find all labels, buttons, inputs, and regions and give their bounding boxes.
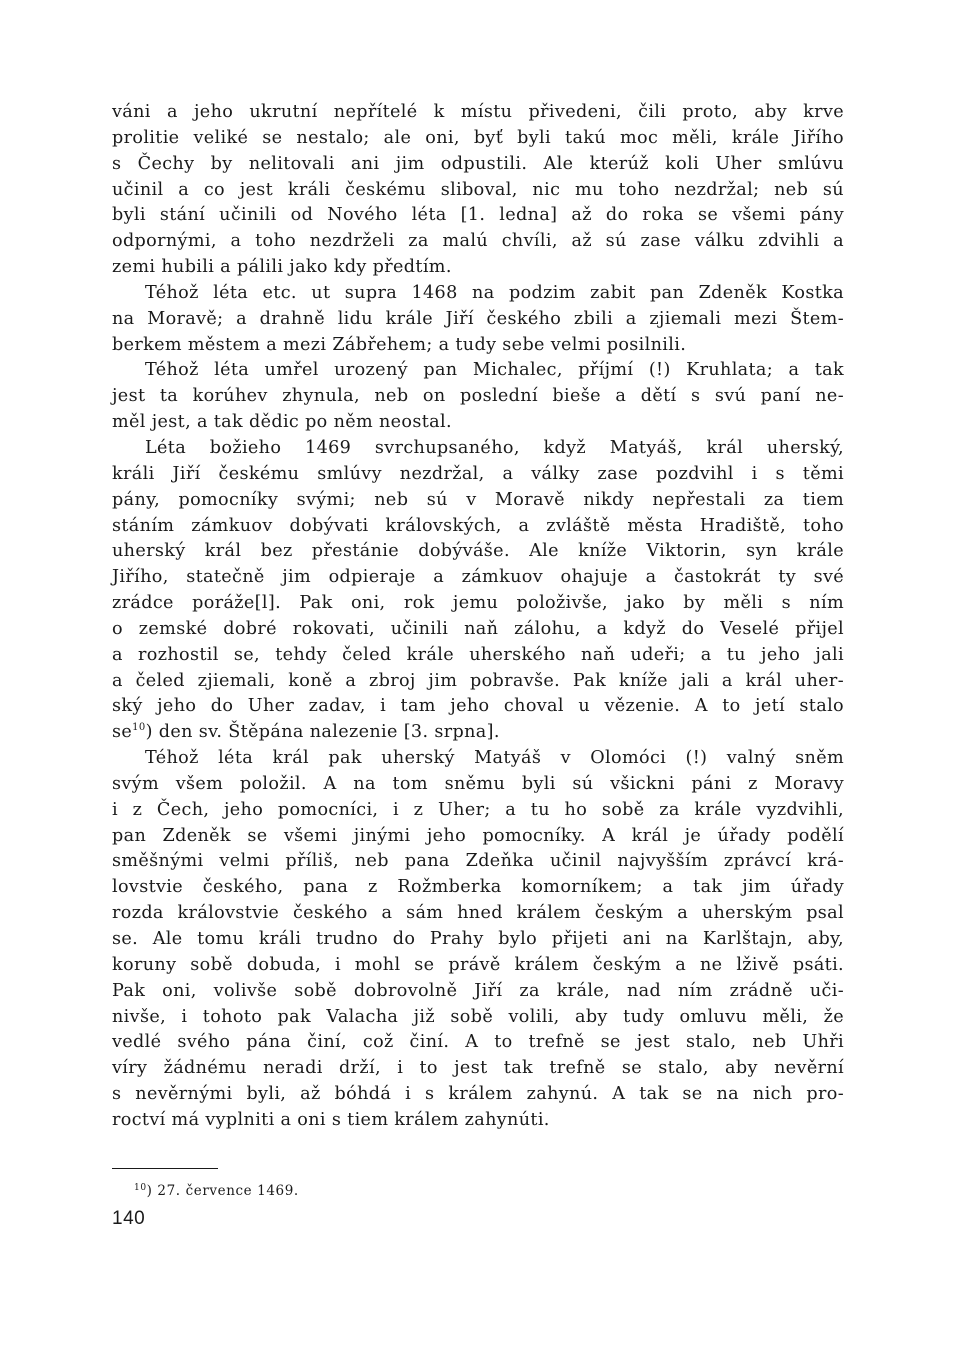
text-line: a čeled zjiemali, koně a zbroj jim pobravše. Pak kníže jali a král uher- [112, 670, 844, 691]
paragraph-start-line: Léta božieho 1469 svrchupsaného, když Matyáš, král uherský, [145, 437, 844, 458]
text-line: králi Jiří českému smlúvy nezdržal, a války zase pozdvihl i s těmi [112, 463, 844, 484]
text-line: jest ta korúhev zhynula, neb on poslední bieše a dětí s svú paní ne- [112, 386, 844, 407]
footnote [134, 1183, 299, 1199]
text-line: s nevěrnými byli, až bóhdá i s králem zahynú. A tak se na nich pro- [112, 1084, 844, 1105]
text-line: pan Zdeněk se všemi jinými jeho pomocníky. A král je úřady podělí [112, 825, 844, 846]
text-line: vedlé svého pána činí, což činí. A to trefně se jest stalo, neb Uhři [112, 1032, 844, 1053]
text-line: berkem městem a mezi Zábřehem; a tudy sebe velmi posilnili. [112, 334, 687, 355]
paragraph-start-line: Téhož léta král pak uherský Matyáš v Olomóci (!) valný sněm [145, 748, 844, 769]
text-line: směšnými velmi příliš, neb pana Zdeňka učinil najvyšším zprávcí krá- [112, 851, 844, 872]
text-line: Jiřího, statečně jim odpieraje a zámkuov ohajuje a častokrát ty své [112, 567, 844, 588]
text-line: učinil a co jest králi českému sliboval, nic mu toho nezdržal; neb sú [112, 179, 844, 200]
main-text [112, 100, 844, 1134]
text-line: a rozhostil se, tehdy čeled krále uherského naň udeři; a tu jeho jali [112, 644, 844, 665]
text-line: na Moravě; a drahně lidu krále Jiří českého zbili a zjiemali mezi Štem- [112, 308, 844, 329]
text-line-with-note [112, 720, 844, 746]
text-line: nivše, i tohoto pak Valacha již sobě volili, aby tudy omluvu měli, že [112, 1006, 844, 1027]
footnote-text: ) 27. července 1469. [146, 1183, 299, 1199]
text-line: ský jeho do Uher zadav, i tam jeho choval u vězenie. A to jetí stalo [112, 696, 844, 717]
paragraph-start-line: Téhož léta etc. ut supra 1468 na podzim zabit pan Zdeněk Kostka [145, 282, 844, 303]
text-line: prolitie veliké se nestalo; ale oni, byť byli takú moc měli, krále Jiřího [112, 127, 844, 148]
text-line: odpornými, a toho nezdrželi za malú chvíli, až sú zase válku zdvihli a [112, 231, 844, 252]
text-line: váni a jeho ukrutní nepřítelé k místu přivedeni, čili proto, aby krve [112, 102, 844, 122]
text-line: zemi hubili a pálili jako kdy předtím. [112, 257, 452, 278]
footnote-marker: 10 [134, 1183, 147, 1193]
text-line: koruny sobě dobuda, i mohl se právě králem českým a ne lživě psáti. [112, 954, 844, 975]
footnote-reference: 10 [132, 722, 146, 734]
text-line: svým všem položil. A na tom sněmu byli sú všickni páni z Moravy [112, 773, 844, 794]
text-line: rozda královstvie českého a sám hned králem českým a uherským psal [112, 903, 844, 924]
text-line: Pak oni, volivše sobě dobrovolně Jiří za krále, nad ním zrádně uči- [112, 980, 844, 1001]
page-body [112, 100, 844, 1134]
footnote-divider [112, 1168, 218, 1169]
text-line: i z Čech, jeho pomocníci, i z Uher; a tu ho sobě za krále vyzdvihli, [112, 799, 844, 820]
paragraph-start-line: Téhož léta umřel urozený pan Michalec, příjmí (!) Kruhlata; a tak [145, 360, 844, 381]
text-line: měl jest, a tak dědic po něm neostal. [112, 412, 452, 433]
text-line: zrádce poráže[l]. Pak oni, rok jemu položivše, jako by měli s ním [112, 593, 844, 614]
text-line: byli stání učinili od Nového léta [1. ledna] až do roka se všemi pány [112, 205, 844, 226]
text-line: uherský král bez přestánie dobýváše. Ale kníže Viktorin, syn krále [112, 541, 844, 562]
text-line: se. Ale tomu králi trudno do Prahy bylo přijeti ani na Karlštajn, aby, [112, 929, 844, 949]
text-line: pány, pomocníky svými; neb sú v Moravě nikdy nepřestali za tiem [112, 489, 844, 510]
text-fragment: ) den sv. Štěpána nalezenie [3. srpna]. [145, 722, 500, 743]
page-number: 140 [112, 1208, 146, 1229]
text-line: víry žádnému neradi drží, i to jest tak trefně se stalo, aby nevěrní [112, 1058, 844, 1079]
text-line: o zemské dobré rokovati, učinili naň zálohu, a když do Veselé přijel [112, 618, 844, 639]
text-line: lovstvie českého, pana z Rožmberka komorníkem; a tak jim úřady [112, 877, 844, 898]
text-line: s Čechy by nelitovali ani jim odpustili. Ale kterúž koli Uher smlúvu [112, 153, 844, 174]
text-fragment: se [112, 722, 133, 743]
text-line: roctví má vyplniti a oni s tiem králem zahynúti. [112, 1109, 550, 1130]
text-line: stáním zámkuov dobývati královských, a zvláště města Hradiště, toho [112, 515, 844, 536]
